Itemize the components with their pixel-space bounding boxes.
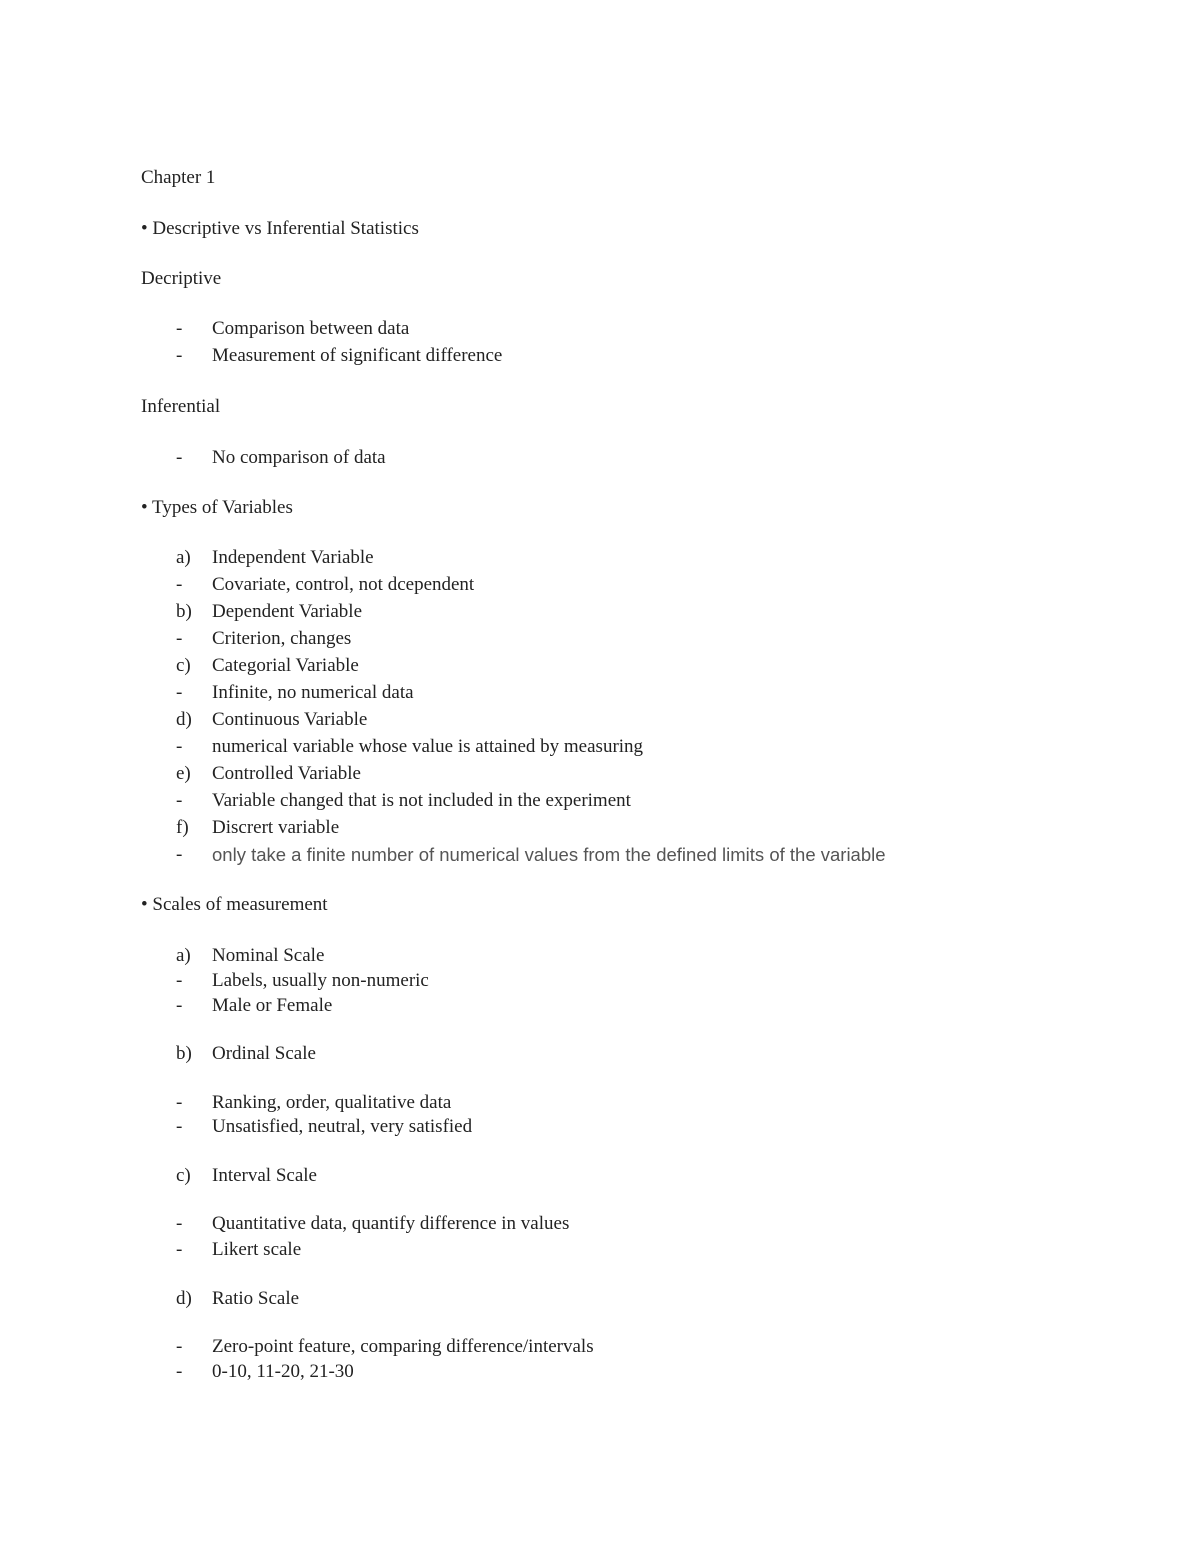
- list-marker: -: [176, 1213, 183, 1234]
- list-marker: f): [176, 817, 189, 838]
- list-text: Independent Variable: [212, 547, 374, 568]
- list-text: Variable changed that is not included in the experiment: [212, 790, 631, 811]
- section-heading: • Types of Variables: [141, 497, 293, 518]
- list-text: Infinite, no numerical data: [212, 682, 414, 703]
- list-text: Likert scale: [212, 1239, 302, 1260]
- list-marker: -: [176, 1336, 183, 1357]
- list-marker: -: [176, 1239, 183, 1260]
- list-marker: -: [176, 345, 183, 366]
- list-text: Ranking, order, qualitative data: [212, 1092, 452, 1113]
- list-text: numerical variable whose value is attained by measuring: [212, 736, 644, 757]
- list-text: Labels, usually non-numeric: [212, 970, 429, 991]
- list-marker: e): [176, 763, 191, 784]
- list-marker: b): [176, 601, 192, 622]
- list-text: Dependent Variable: [212, 601, 363, 622]
- list-marker: -: [176, 790, 183, 811]
- list-marker: -: [176, 995, 183, 1016]
- list-text: Interval Scale: [212, 1165, 317, 1186]
- list-text: Covariate, control, not dcependent: [212, 574, 475, 595]
- subheading-descriptive: Decriptive: [141, 268, 222, 289]
- list-marker: c): [176, 1165, 191, 1186]
- list-marker: d): [176, 1288, 192, 1309]
- list-text: No comparison of data: [212, 447, 386, 468]
- list-text: Categorial Variable: [212, 655, 359, 676]
- list-marker: -: [176, 844, 183, 865]
- section-heading: • Scales of measurement: [141, 894, 328, 915]
- list-text: Ordinal Scale: [212, 1043, 316, 1064]
- list-text: Unsatisfied, neutral, very satisfied: [212, 1116, 473, 1137]
- list-text: only take a finite number of numerical values from the defined limits of the variable: [212, 844, 886, 865]
- list-marker: -: [176, 574, 183, 595]
- list-marker: -: [176, 970, 183, 991]
- subheading-inferential: Inferential: [141, 396, 221, 417]
- list-text: Zero-point feature, comparing difference/intervals: [212, 1336, 594, 1357]
- list-text: Quantitative data, quantify difference in values: [212, 1213, 570, 1234]
- list-text: Comparison between data: [212, 318, 410, 339]
- chapter-title: Chapter 1: [141, 167, 216, 188]
- list-marker: -: [176, 736, 183, 757]
- list-text: 0-10, 11-20, 21-30: [212, 1361, 354, 1382]
- list-marker: -: [176, 682, 183, 703]
- list-text: Continuous Variable: [212, 709, 368, 730]
- list-text: Controlled Variable: [212, 763, 361, 784]
- section-heading: • Descriptive vs Inferential Statistics: [141, 218, 419, 239]
- list-text: Nominal Scale: [212, 945, 325, 966]
- list-text: Criterion, changes: [212, 628, 352, 649]
- list-text: Male or Female: [212, 995, 333, 1016]
- list-marker: d): [176, 709, 192, 730]
- list-marker: c): [176, 655, 191, 676]
- list-marker: -: [176, 1361, 183, 1382]
- list-marker: -: [176, 1092, 183, 1113]
- list-text: Ratio Scale: [212, 1288, 300, 1309]
- list-marker: a): [176, 547, 191, 568]
- list-marker: b): [176, 1043, 192, 1064]
- list-text: Discrert variable: [212, 817, 340, 838]
- list-marker: -: [176, 447, 183, 468]
- list-marker: -: [176, 1116, 183, 1137]
- list-marker: -: [176, 628, 183, 649]
- list-text: Measurement of significant difference: [212, 345, 503, 366]
- list-marker: a): [176, 945, 191, 966]
- list-marker: -: [176, 318, 183, 339]
